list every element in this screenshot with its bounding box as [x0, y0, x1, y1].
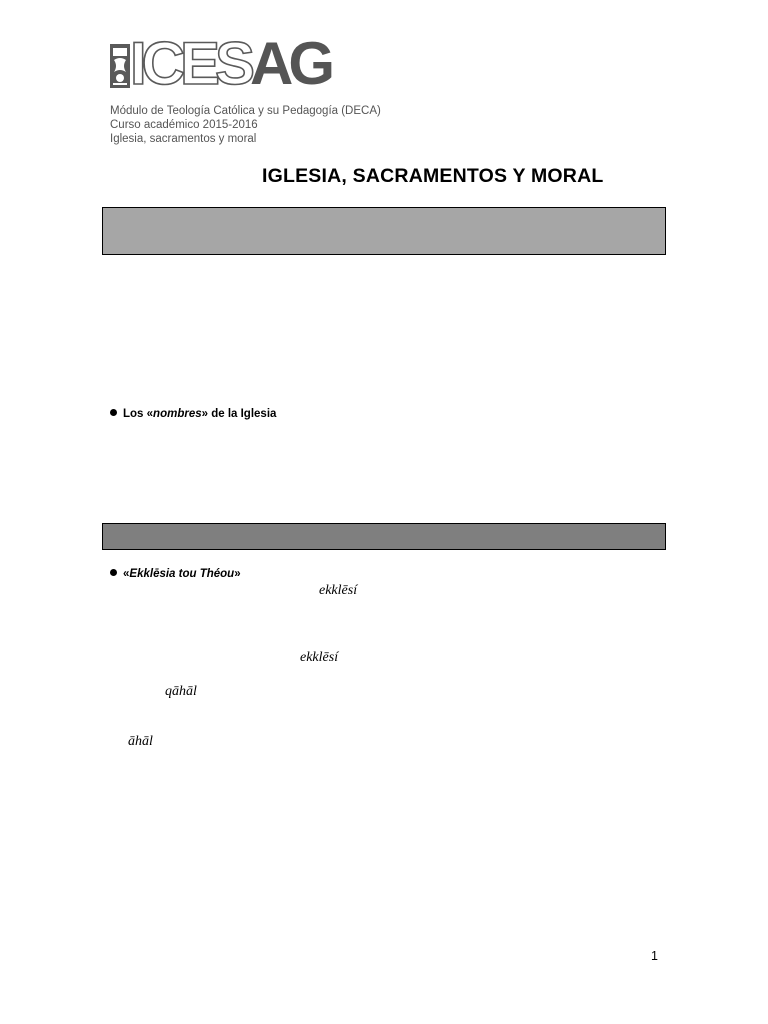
section-banner-2 [102, 523, 666, 550]
bullet-dot-icon [110, 569, 117, 576]
header-course-line: Curso académico 2015-2016 [110, 119, 258, 131]
term-ahal: āhāl [128, 734, 153, 749]
bullet-item-nombres [110, 408, 276, 420]
page-number: 1 [651, 949, 658, 963]
document-header [110, 104, 381, 146]
logo-wordmark-light: ICES [130, 30, 251, 97]
document-title: IGLESIA, SACRAMENTOS Y MORAL [262, 165, 604, 187]
bullet-suffix: » de la Iglesia [201, 408, 277, 420]
bullet-prefix: Los « [123, 408, 154, 420]
bullet-dot-icon [110, 409, 117, 416]
bullet-italic: nombres [153, 408, 202, 420]
bullet-italic: Ekklēsia tou Théou [129, 568, 235, 580]
term-qahal: qāhāl [165, 684, 197, 699]
logo-wordmark-dark: AG [250, 30, 331, 97]
crest-emblem-icon [110, 44, 130, 88]
icesag-logo [110, 30, 340, 97]
bullet-item-ekklesia [110, 568, 241, 580]
logo-wordmark [130, 30, 331, 97]
header-module-line: Módulo de Teología Católica y su Pedagogía (DECA) [110, 105, 381, 117]
term-ekklesi-2: ekklēsí [300, 650, 339, 665]
header-subject-line: Iglesia, sacramentos y moral [110, 133, 257, 145]
bullet-prefix: « [123, 568, 130, 580]
section-banner-1 [102, 207, 666, 255]
bullet-suffix: » [234, 568, 241, 580]
term-ekklesi-1: ekklēsí [319, 583, 358, 598]
